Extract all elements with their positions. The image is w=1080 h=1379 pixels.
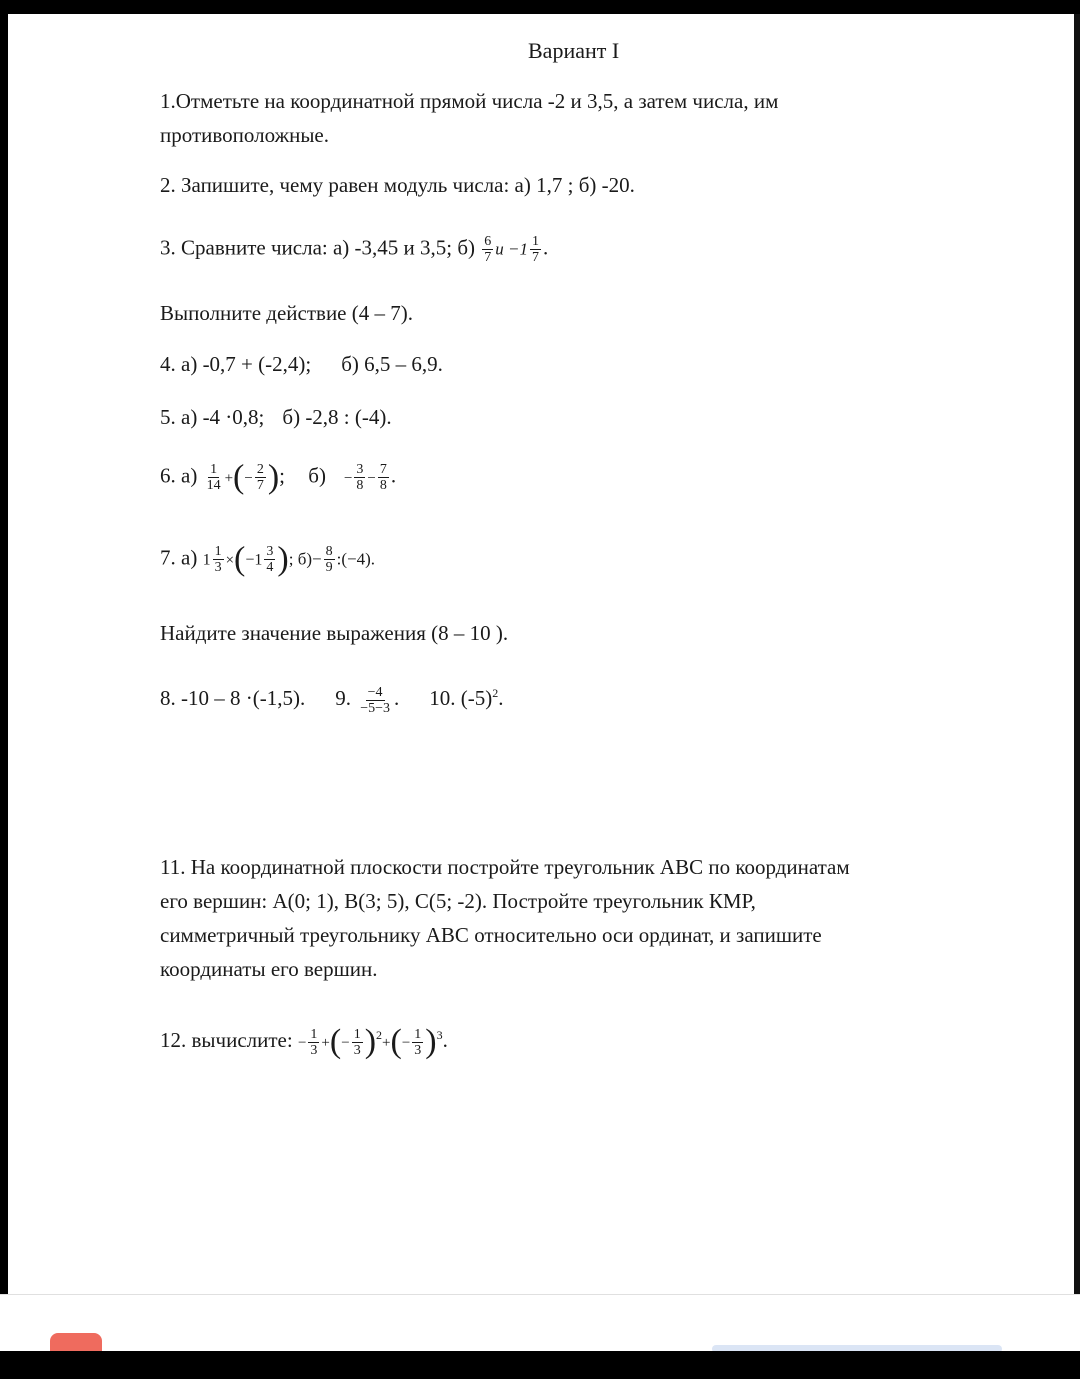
operator: − bbox=[367, 470, 376, 487]
fraction bbox=[354, 462, 365, 493]
numerator: 8 bbox=[325, 544, 333, 559]
operator: × bbox=[225, 552, 235, 569]
task-4 bbox=[160, 351, 443, 377]
task-7-mid: ; б)− bbox=[288, 549, 322, 569]
task-7-end: :(−4). bbox=[336, 549, 375, 569]
exponent: 2 bbox=[376, 1028, 383, 1042]
whole-part: 1 bbox=[202, 551, 211, 569]
task-3-mid: и −1 bbox=[495, 239, 529, 259]
paren: ) bbox=[364, 1023, 377, 1061]
task-12-end: . bbox=[442, 1028, 448, 1052]
section-heading-evaluate: Найдите значение выражения (8 – 10 ). bbox=[160, 621, 509, 645]
paren: ( bbox=[390, 1023, 402, 1061]
fraction bbox=[264, 544, 275, 575]
numerator: 3 bbox=[266, 544, 274, 559]
section-heading-actions: Выполните действие (4 – 7). bbox=[160, 301, 413, 325]
task-11-line-1: 11. На координатной плоскости постройте треугольник АВС по координатам bbox=[160, 855, 850, 879]
task-10: 10. (-5) bbox=[429, 686, 493, 710]
task-1-line-1: 1.Отметьте на координатной прямой числа -2 и 3,5, а затем числа, им bbox=[160, 89, 779, 113]
numerator: 1 bbox=[414, 1026, 422, 1042]
fraction bbox=[205, 462, 223, 493]
denominator: 8 bbox=[356, 478, 364, 493]
fraction bbox=[412, 1027, 423, 1058]
task-9-label: 9. bbox=[335, 686, 351, 710]
operator: − bbox=[343, 470, 353, 487]
operator: − bbox=[297, 1035, 307, 1051]
page-title: Вариант I bbox=[528, 38, 620, 63]
numerator: 2 bbox=[256, 462, 264, 477]
operator: + bbox=[224, 470, 234, 487]
operator: − bbox=[244, 470, 253, 487]
numerator: 7 bbox=[379, 462, 387, 477]
task-8: 8. -10 – 8 ·(-1,5). bbox=[160, 686, 306, 710]
task-5-a: 5. а) -4 ·0,8; bbox=[160, 405, 265, 429]
paren: ) bbox=[267, 458, 280, 496]
denominator: 3 bbox=[353, 1042, 361, 1058]
task-7-label: 7. а) bbox=[160, 545, 198, 570]
mixed-number: −1 bbox=[245, 551, 263, 569]
numerator: 1 bbox=[210, 462, 218, 477]
task-6-end: . bbox=[390, 463, 397, 488]
fraction bbox=[482, 234, 493, 265]
task-11-line-4: координаты его вершин. bbox=[160, 957, 378, 981]
task-11-line-3: симметричный треугольнику АВС относительно оси ординат, и запишите bbox=[160, 923, 822, 947]
numerator: 1 bbox=[310, 1026, 318, 1042]
paren: ( bbox=[233, 458, 245, 496]
numerator: 1 bbox=[353, 1026, 361, 1042]
denominator: 7 bbox=[532, 250, 540, 265]
page-edge bbox=[1074, 14, 1080, 1294]
paren: ( bbox=[234, 540, 246, 578]
exponent: 2 bbox=[492, 686, 499, 700]
denominator: 8 bbox=[379, 478, 387, 493]
task-2: 2. Запишите, чему равен модуль числа: а) 1,7 ; б) -20. bbox=[160, 173, 635, 197]
task-6-b-label: б) bbox=[308, 463, 326, 488]
task-3-end: . bbox=[543, 235, 549, 260]
denominator: 9 bbox=[325, 560, 333, 575]
task-3-prefix: 3. Сравните числа: а) -3,45 и 3,5; б) bbox=[160, 235, 476, 260]
numerator: 3 bbox=[356, 462, 364, 477]
system-nav-bar bbox=[0, 1351, 1080, 1379]
task-10-end: . bbox=[498, 686, 504, 710]
task-4-b: б) 6,5 – 6,9. bbox=[341, 352, 443, 376]
fraction bbox=[308, 1027, 319, 1058]
task-1-line-2: противоположные. bbox=[160, 123, 329, 147]
fraction bbox=[324, 544, 335, 575]
task-6 bbox=[160, 458, 397, 496]
operator: + bbox=[382, 1035, 391, 1051]
task-5-b: б) -2,8 : (-4). bbox=[282, 405, 392, 429]
task-6-label: 6. а) bbox=[160, 463, 198, 488]
numerator: 1 bbox=[532, 234, 540, 249]
operator: + bbox=[321, 1035, 330, 1051]
operator: − bbox=[341, 1035, 350, 1051]
paren: ) bbox=[277, 540, 289, 578]
task-8-10 bbox=[160, 680, 504, 716]
document-page bbox=[8, 14, 1074, 1294]
task-12-label: 12. вычислите: bbox=[160, 1028, 293, 1052]
fraction bbox=[255, 462, 266, 493]
task-9-end: . bbox=[394, 686, 400, 710]
fraction bbox=[358, 685, 392, 716]
fraction bbox=[352, 1027, 363, 1058]
exponent: 3 bbox=[436, 1028, 443, 1042]
denominator: 7 bbox=[484, 250, 492, 265]
denominator: 4 bbox=[266, 560, 274, 575]
numerator: 1 bbox=[214, 544, 222, 559]
viewer-bottom-bar bbox=[0, 1294, 1080, 1352]
task-12 bbox=[160, 1022, 448, 1061]
denominator: 14 bbox=[206, 478, 221, 493]
paren: ) bbox=[425, 1023, 437, 1061]
denominator: 3 bbox=[414, 1042, 422, 1058]
numerator: 6 bbox=[484, 234, 492, 249]
semicolon: ; bbox=[279, 463, 286, 488]
fraction bbox=[213, 544, 224, 575]
denominator: 3 bbox=[310, 1042, 318, 1058]
task-7 bbox=[160, 540, 375, 578]
denominator: 3 bbox=[214, 560, 222, 575]
operator: − bbox=[401, 1035, 411, 1051]
numerator: −4 bbox=[367, 684, 383, 700]
task-5 bbox=[160, 404, 392, 430]
denominator: −5−3 bbox=[360, 700, 391, 716]
denominator: 7 bbox=[256, 478, 264, 493]
fraction bbox=[378, 462, 389, 493]
task-11-line-2: его вершин: А(0; 1), В(3; 5), С(5; -2). Постройте треугольник КМР, bbox=[160, 889, 756, 913]
paren: ( bbox=[329, 1023, 342, 1061]
fraction bbox=[530, 234, 541, 265]
task-3 bbox=[160, 234, 548, 265]
task-4-a: 4. а) -0,7 + (-2,4); bbox=[160, 352, 312, 376]
